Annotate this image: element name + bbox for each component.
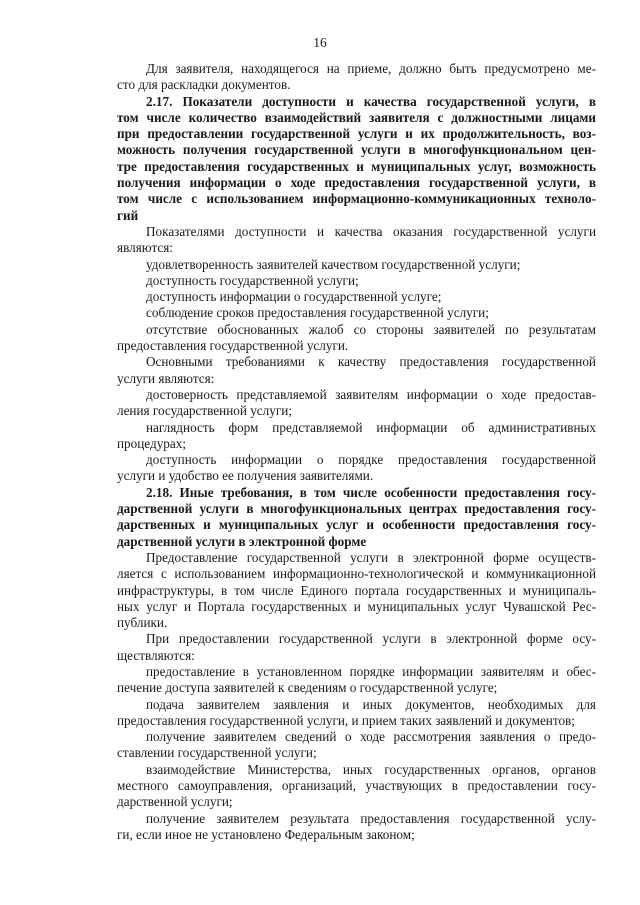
text-line: взаимодействие Министерства, иных государственных органов, органов [146, 761, 596, 777]
text-line: ляется с использованием информационно-технологической и коммуникационной [117, 566, 596, 582]
text-line: При предоставлении государственной услуги в электронной форме осу- [146, 631, 596, 647]
text-line: ления государственной услуги; [117, 403, 292, 419]
text-line: 2.17. Показатели доступности и качества государственной услуги, в [146, 93, 596, 109]
text-line: подача заявителем заявления и иных документов, необходимых для [146, 696, 596, 712]
paragraph [117, 305, 596, 321]
text-line: при предоставлении государственной услуги и их продолжительность, воз- [117, 126, 596, 142]
text-line: ных услуг и Портала государственных и муниципальных услуг Чувашской Рес- [117, 598, 596, 614]
text-line: публики. [117, 615, 168, 631]
text-line: 2.18. Иные требования, в том числе особенности предоставления госу- [146, 484, 596, 500]
text-line: Предоставление государственной услуги в электронной форме осуществ- [146, 549, 596, 565]
text-line: ставлении государственной услуги; [117, 745, 317, 761]
text-line: достоверность представляемой заявителям информации о ходе предостав- [146, 386, 596, 402]
paragraph [117, 257, 596, 273]
text-line: том числе с использованием информационно-коммуникационных техноло- [117, 191, 596, 207]
text-line: наглядность форм представляемой информации об административных [146, 419, 596, 435]
paragraph [117, 811, 596, 844]
text-line: дарственной услуги; [117, 794, 233, 810]
paragraph [117, 289, 596, 305]
text-line: печение доступа заявителей к сведениям о государственной услуге; [117, 680, 498, 696]
text-line: услуги и удобство ее получения заявителями. [117, 468, 374, 484]
paragraph [117, 762, 596, 811]
text-line: отсутствие обоснованных жалоб со стороны заявителей по результатам [146, 321, 596, 337]
text-line: удовлетворенность заявителей качеством государственной услуги; [146, 256, 521, 272]
paragraph [117, 664, 596, 697]
paragraph [117, 354, 596, 387]
paragraph [117, 452, 596, 485]
text-line: дарственных и муниципальных услуг и особенности предоставления госу- [117, 517, 596, 533]
text-line: получение заявителем сведений о ходе рассмотрения заявления о предо- [146, 729, 596, 745]
text-line: предоставления государственной услуги, и прием таких заявлений и документов; [117, 712, 575, 728]
text-line: доступность информации о государственной услуге; [146, 289, 442, 305]
text-line: ги, если иное не установлено Федеральным законом; [117, 826, 415, 842]
text-line: Основными требованиями к качеству предоставления государственной [146, 354, 596, 370]
paragraph [117, 322, 596, 355]
text-line: сто для раскладки документов. [117, 77, 291, 93]
page-number: 16 [313, 35, 327, 50]
text-line: инфраструктуры, в том числе Единого портала государственных и муниципаль- [117, 582, 596, 598]
paragraph [117, 61, 596, 94]
paragraph [117, 729, 596, 762]
text-line: доступность государственной услуги; [146, 272, 359, 288]
paragraph [117, 273, 596, 289]
text-line: доступность информации о порядке предоставления государственной [146, 452, 596, 468]
text-line: Показателями доступности и качества оказания государственной услуги [146, 223, 596, 239]
text-line: процедурах; [117, 435, 186, 451]
text-line: дарственной услуги в многофункциональных центрах предоставления госу- [117, 501, 596, 517]
text-line: можность получения государственной услуги в многофункциональном цен- [117, 142, 596, 158]
section-heading [117, 94, 596, 224]
paragraph [117, 631, 596, 664]
text-line: Для заявителя, находящегося на приеме, должно быть предусмотрено ме- [146, 61, 596, 76]
text-line: дарственной услуги в электронной форме [117, 533, 367, 549]
text-line: гий [117, 207, 139, 223]
text-line: ществляются: [117, 647, 195, 663]
section-heading [117, 485, 596, 550]
text-line: получения информации о ходе предоставления государственной услуги, в [117, 175, 596, 191]
paragraph [117, 387, 596, 420]
text-line: являются: [117, 240, 173, 256]
paragraph [117, 224, 596, 257]
paragraph [117, 550, 596, 631]
text-line: получение заявителем результата предоставления государственной услу- [146, 810, 596, 826]
text-line: предоставления государственной услуги. [117, 338, 349, 354]
text-line: тре предоставления государственных и муниципальных услуг, возможность [117, 158, 596, 174]
paragraph [117, 420, 596, 453]
text-line: местного самоуправления, организаций, участвующих в предоставлении госу- [117, 778, 596, 794]
text-line: услуги являются: [117, 370, 215, 386]
text-line: предоставление в установленном порядке информации заявителям и обес- [146, 663, 596, 679]
text-line: том числе количество взаимодействий заявителя с должностными лицами [117, 109, 596, 125]
text-line: соблюдение сроков предоставления государственной услуги; [146, 305, 489, 321]
paragraph [117, 697, 596, 730]
document-body [117, 61, 596, 843]
